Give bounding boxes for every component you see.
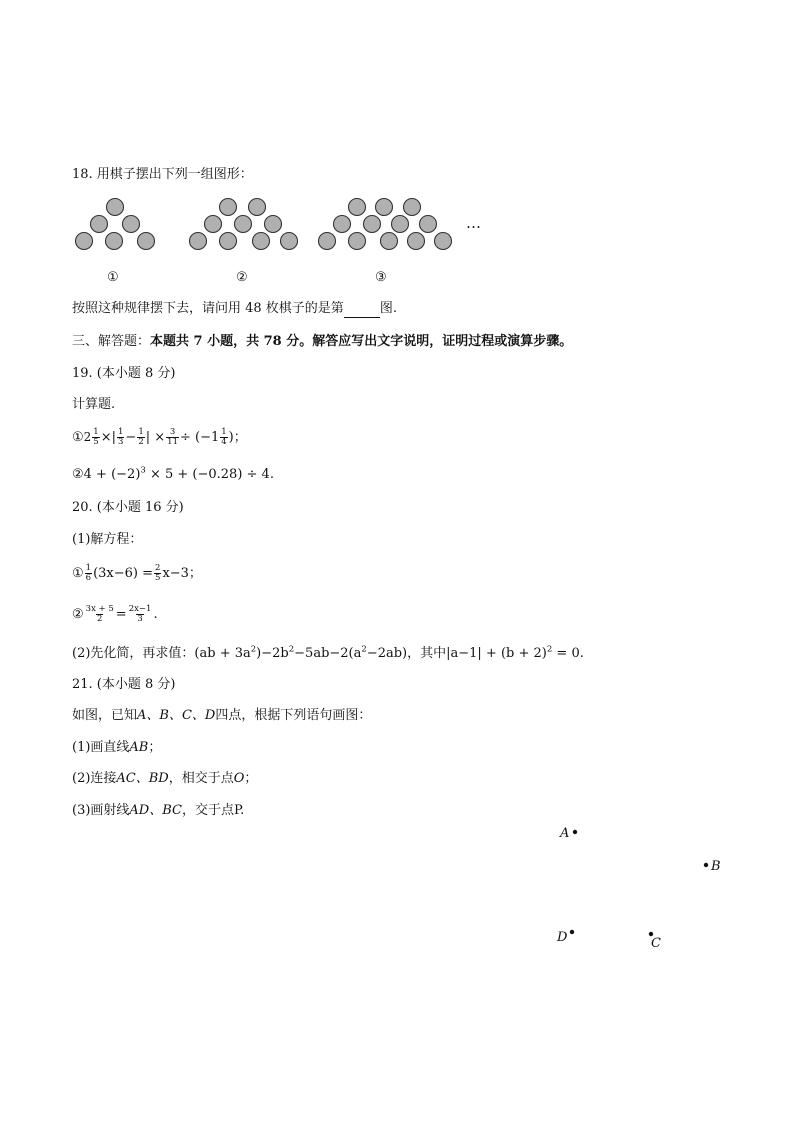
q21-step-1 — [72, 739, 161, 757]
text: ，相交于点 — [168, 771, 234, 786]
q18-question-end: 图. — [379, 301, 397, 316]
exponent: 2 — [546, 644, 553, 655]
fraction: $\frac{1}{4}$ — [221, 427, 227, 447]
point-D-label: D — [557, 930, 568, 945]
problem-mark: ① — [72, 566, 84, 581]
text: ，交于点P. — [181, 803, 245, 818]
section-3-heading — [72, 333, 572, 351]
pattern-1 — [76, 199, 155, 250]
q19-task: 计算题. — [72, 397, 116, 412]
fig-label-3: ③ — [375, 270, 387, 285]
expr-text: 4 + (−2) — [83, 467, 141, 482]
point-B-dot — [704, 863, 708, 867]
pattern-2 — [190, 199, 298, 250]
problem-mark: ① — [72, 430, 84, 445]
exponent: 2 — [361, 644, 367, 655]
expr-text: (3x−6) = — [93, 566, 154, 581]
points-figure — [540, 820, 740, 955]
point-D-dot — [570, 930, 574, 934]
fraction: $\frac{1}{6}$ — [85, 563, 92, 583]
fraction: $\frac{3x + 5}{2}$ — [85, 604, 114, 624]
point-name: O — [233, 771, 245, 786]
section-3-prefix: 三、解答题： — [72, 334, 151, 349]
expr-text: | × — [145, 430, 166, 445]
q21-intro — [72, 707, 371, 725]
exponent: 2 — [250, 644, 257, 655]
pattern-3 — [319, 199, 452, 250]
point-C-label: C — [651, 936, 661, 951]
fig-label-2: ② — [236, 270, 248, 285]
ellipsis: … — [466, 214, 481, 232]
point-A-dot — [573, 830, 577, 834]
answer-blank[interactable] — [344, 304, 380, 318]
expr-text: x−3； — [162, 566, 202, 581]
q18-stem: 18. 用棋子摆出下列一组图形： — [72, 167, 253, 182]
segment-names: AC、BD — [116, 771, 169, 786]
expr-text: × 5 + (−0.28) ÷ 4. — [145, 467, 274, 482]
points-list: A、B、C、D — [137, 708, 216, 723]
expr-text: −2ab)，其中|a−1| + (b + 2) — [366, 646, 547, 661]
expr-text: = — [115, 607, 127, 622]
mixed-int: 2 — [83, 430, 92, 444]
expr-text: ÷ (−1 — [179, 430, 220, 445]
q19-problem-2 — [72, 466, 274, 484]
q20-header: 20. (本小题 16 分) — [72, 500, 184, 515]
fraction: $\frac{2}{5}$ — [155, 563, 161, 583]
expr-text: )−2b — [256, 646, 289, 661]
line-name: AB — [129, 740, 149, 755]
fraction: $\frac{1}{3}$ — [118, 427, 124, 447]
text: ； — [148, 740, 162, 755]
q18-question-text: 按照这种规律摆下去，请问用 48 枚棋子的是第 — [72, 301, 344, 316]
q20-sub2 — [72, 645, 584, 663]
q21-step-3 — [72, 802, 244, 820]
fraction: $\frac{2x-1}{3}$ — [128, 604, 152, 624]
q19-problem-1 — [72, 428, 247, 447]
q18-question — [72, 300, 397, 318]
text: (2)连接 — [72, 771, 117, 786]
exponent: 3 — [140, 465, 146, 476]
fraction: $\frac{1}{5}$ — [93, 427, 99, 447]
point-A-label: A — [560, 826, 570, 841]
fraction: $\frac{3}{11}$ — [167, 427, 178, 447]
problem-mark: ② — [72, 467, 84, 482]
expr-text: − — [125, 430, 137, 445]
fraction: $\frac{1}{2}$ — [138, 427, 144, 447]
q20-equation-2 — [72, 605, 158, 624]
ray-names: AD、BC — [129, 803, 182, 818]
expr-text: (2)先化简，再求值：(ab + 3a — [72, 646, 251, 661]
text: (1)画直线 — [72, 740, 130, 755]
q20-equation-1 — [72, 564, 202, 583]
chess-pattern-figure — [70, 192, 490, 292]
expr-text: = 0. — [552, 646, 584, 661]
expr-text: )； — [228, 430, 247, 445]
point-B-label: B — [711, 859, 721, 874]
expr-text: ×| — [100, 430, 116, 445]
expr-text: . — [153, 607, 158, 622]
text: 四点，根据下列语句画图： — [215, 708, 372, 723]
exponent: 2 — [288, 644, 295, 655]
text: (3)画射线 — [72, 803, 130, 818]
problem-mark: ② — [72, 607, 84, 622]
text: 如图，已知 — [72, 708, 138, 723]
q21-step-2 — [72, 770, 257, 788]
fig-label-1: ① — [107, 270, 119, 285]
q21-header: 21. (本小题 8 分) — [72, 677, 176, 692]
text: ； — [244, 771, 258, 786]
section-3-instructions: 本题共 7 小题，共 78 分。解答应写出文字说明，证明过程或演算步骤。 — [150, 334, 573, 349]
q20-sub1: (1)解方程： — [72, 532, 143, 547]
q19-header: 19. (本小题 8 分) — [72, 366, 176, 381]
expr-text: −5ab−2(a — [294, 646, 362, 661]
